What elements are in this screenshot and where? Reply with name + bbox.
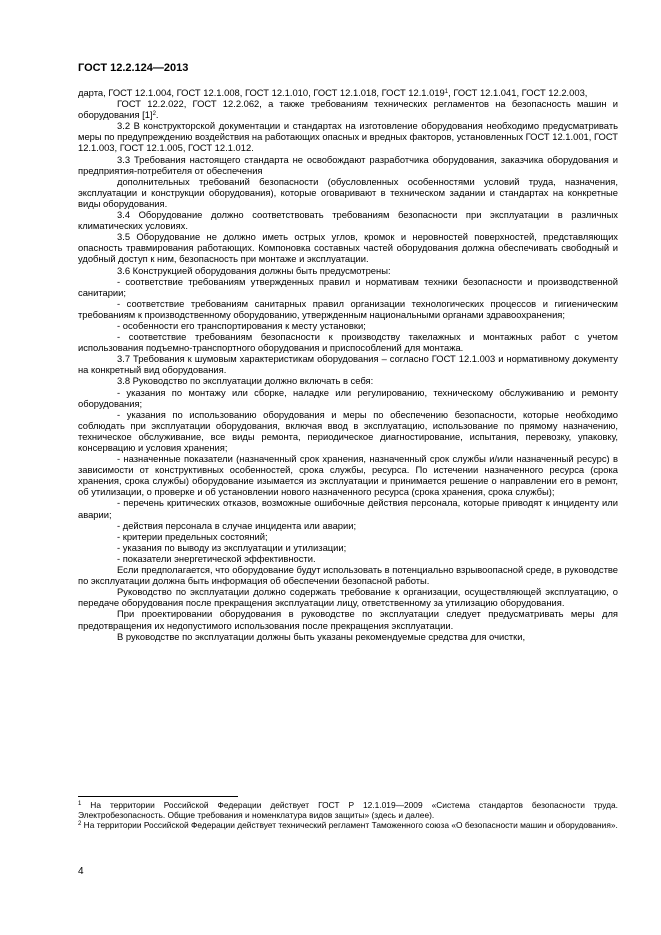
paragraph — [78, 387, 618, 409]
paragraph-text: - указания по выводу из эксплуатации и утилизации; — [117, 541, 347, 553]
paragraph-text: ГОСТ 12.2.022, ГОСТ 12.2.062, а также требованиям технических регламентов на безопасность машин и оборудования [1] — [78, 98, 618, 121]
paragraph — [78, 608, 618, 630]
footnote-text: На территории Российской Федерации действует ГОСТ Р 12.1.019—2009 «Система стандартов безопасности труда. Электробезопасность. Общие требования и номенклатура видов защиты» (здесь и далее). — [78, 800, 618, 821]
paragraph-text: 3.2 В конструкторской документации и стандартах на изготовление оборудования необходимо предусматривать меры по предупреждению воздействия на работающих опасных и вредных факторов, установленных ГОСТ 12.1.001, ГОСТ 12.1.003, ГОСТ 12.1.005, ГОСТ 12.1.012. — [78, 120, 618, 154]
paragraph-text: Руководство по эксплуатации должно содержать требование к организации, осуществляющей эксплуатацию, о передаче оборудования после прекращения эксплуатации лицу, ответственному за утилизацию оборудования. — [78, 586, 618, 609]
paragraph-text: 3.8 Руководство по эксплуатации должно включать в себя: — [117, 375, 374, 387]
paragraph — [78, 231, 618, 264]
paragraph-text: 3.3 Требования настоящего стандарта не освобождают разработчика оборудования, заказчика оборудования и предприятия-потребителя от обеспечения — [78, 153, 618, 176]
document-header: ГОСТ 12.2.124—2013 — [78, 62, 189, 74]
paragraph — [78, 586, 618, 608]
paragraph — [78, 120, 618, 153]
paragraph-text: Если предполагается, что оборудование будут использовать в потенциально взрывоопасной среде, в руководстве по эксплуатации должна быть информация об обеспечении безопасной работы. — [78, 564, 618, 587]
paragraph — [78, 154, 618, 176]
paragraph — [78, 542, 618, 553]
paragraph — [78, 298, 618, 320]
paragraph — [78, 331, 618, 353]
paragraph — [78, 531, 618, 542]
footnote-divider — [78, 796, 238, 797]
paragraph-text-continued: . — [155, 109, 159, 121]
paragraph — [78, 631, 618, 642]
paragraph-text: 3.7 Требования к шумовым характеристикам оборудования – согласно ГОСТ 12.1.003 и нормативному документу на конкретный вид оборудования. — [78, 353, 618, 376]
paragraph-text: - показатели энергетической эффективности. — [117, 552, 316, 564]
paragraph — [78, 320, 618, 331]
paragraph-text: - указания по использованию оборудования и меры по обеспечению безопасности, которые необходимо соблюдать при эксплуатации оборудования, включая ввод в эксплуатацию, использование по прямому назначению, техническое обслуживание, все виды ремонта, периодическое диагностирование, испытания, перевозку, упаковку, консервацию и условия хранения; — [78, 408, 618, 453]
paragraph — [78, 553, 618, 564]
footnote-reference: 2 — [152, 111, 156, 118]
paragraph — [78, 564, 618, 586]
paragraph-text: В руководстве по эксплуатации должны быть указаны рекомендуемые средства для очистки, — [117, 630, 526, 642]
paragraph — [78, 276, 618, 298]
paragraph-text: 3.6 Конструкцией оборудования должны быть предусмотрены: — [117, 264, 391, 276]
paragraph-text: - указания по монтажу или сборке, наладке или регулированию, техническому обслуживанию и ремонту оборудования; — [78, 386, 618, 409]
paragraph — [78, 87, 618, 98]
paragraph — [78, 98, 618, 120]
paragraph — [78, 209, 618, 231]
footnote-reference: 1 — [444, 89, 449, 95]
paragraph — [78, 353, 618, 375]
paragraph — [78, 265, 618, 276]
footnote — [78, 820, 618, 830]
footnote-mark: 1 — [78, 801, 82, 807]
page-number: 4 — [78, 866, 84, 877]
paragraph-text: - критерии предельных состояний; — [117, 530, 268, 542]
footnote — [78, 800, 618, 820]
footnote-mark: 2 — [78, 821, 82, 828]
paragraph-text-continued: , ГОСТ 12.1.041, ГОСТ 12.2.003, — [448, 87, 588, 98]
paragraph-text: - соответствие требованиям безопасности к производству такелажных и монтажных работ с учетом использования подъемно-транспортного оборудования и приспособлений для монтажа. — [78, 331, 618, 354]
paragraph-text: - особенности его транспортирования к месту установки; — [117, 319, 366, 331]
paragraph-text: дополнительных требований безопасности (обусловленных особенностями условий труда, назначения, эксплуатации и конструкции оборудования), которые оговаривают в техническом задании и стандартах на конкретные виды оборудования. — [78, 175, 618, 209]
paragraph-text: - перечень критических отказов, возможные ошибочные действия персонала, которые приводят к инциденту или аварии; — [78, 497, 618, 520]
document-body — [78, 87, 618, 642]
paragraph-text: 3.5 Оборудование не должно иметь острых углов, кромок и неровностей поверхностей, представляющих опасность травмирования работающих. Компоновка составных частей оборудования должна обеспечивать свободный и удобный доступ к ним, безопасность при монтаже и эксплуатации. — [78, 231, 618, 265]
paragraph — [78, 176, 618, 209]
document-page — [78, 62, 618, 642]
footnotes — [78, 800, 618, 831]
paragraph-text: 3.4 Оборудование должно соответствовать требованиям безопасности при эксплуатации в различных климатических условиях. — [78, 209, 618, 232]
paragraph-text: - соответствие требованиям утвержденных правил и нормативам техники безопасности и производственной санитарии; — [78, 275, 618, 298]
footnote-text: На территории Российской Федерации действует технический регламент Таможенного союза «О безопасности машин и оборудования». — [81, 820, 618, 831]
paragraph — [78, 497, 618, 519]
paragraph — [78, 409, 618, 453]
paragraph-text: - действия персонала в случае инцидента или аварии; — [117, 519, 357, 531]
paragraph-text: - назначенные показатели (назначенный срок хранения, назначенный срок службы и/или назначенный ресурс) в зависимости от конструктивных особенностей, срока службы, ресурса. По истечении назначенного ресурса (срока хранения, срока службы) оборудование изымается из эксплуатации и принимается решение о направлении его в ремонт, об утилизации, о проверке и об установлении нового назначенного ресурса (срока хранения, срока службы); — [78, 453, 618, 498]
paragraph — [78, 453, 618, 497]
paragraph — [78, 520, 618, 531]
paragraph-text: При проектировании оборудования в руководстве по эксплуатации следует предусматривать меры для предотвращения их недопустимого использования после прекращения эксплуатации. — [78, 608, 618, 631]
paragraph — [78, 375, 618, 386]
paragraph-text: - соответствие требованиям санитарных правил организации технологических процессов и гигиеническим требованиям к производственному оборудованию, утвержденным национальными органами здравоохранения; — [78, 297, 618, 320]
paragraph-text: дарта, ГОСТ 12.1.004, ГОСТ 12.1.008, ГОСТ 12.1.010, ГОСТ 12.1.018, ГОСТ 12.1.019 — [78, 87, 445, 98]
